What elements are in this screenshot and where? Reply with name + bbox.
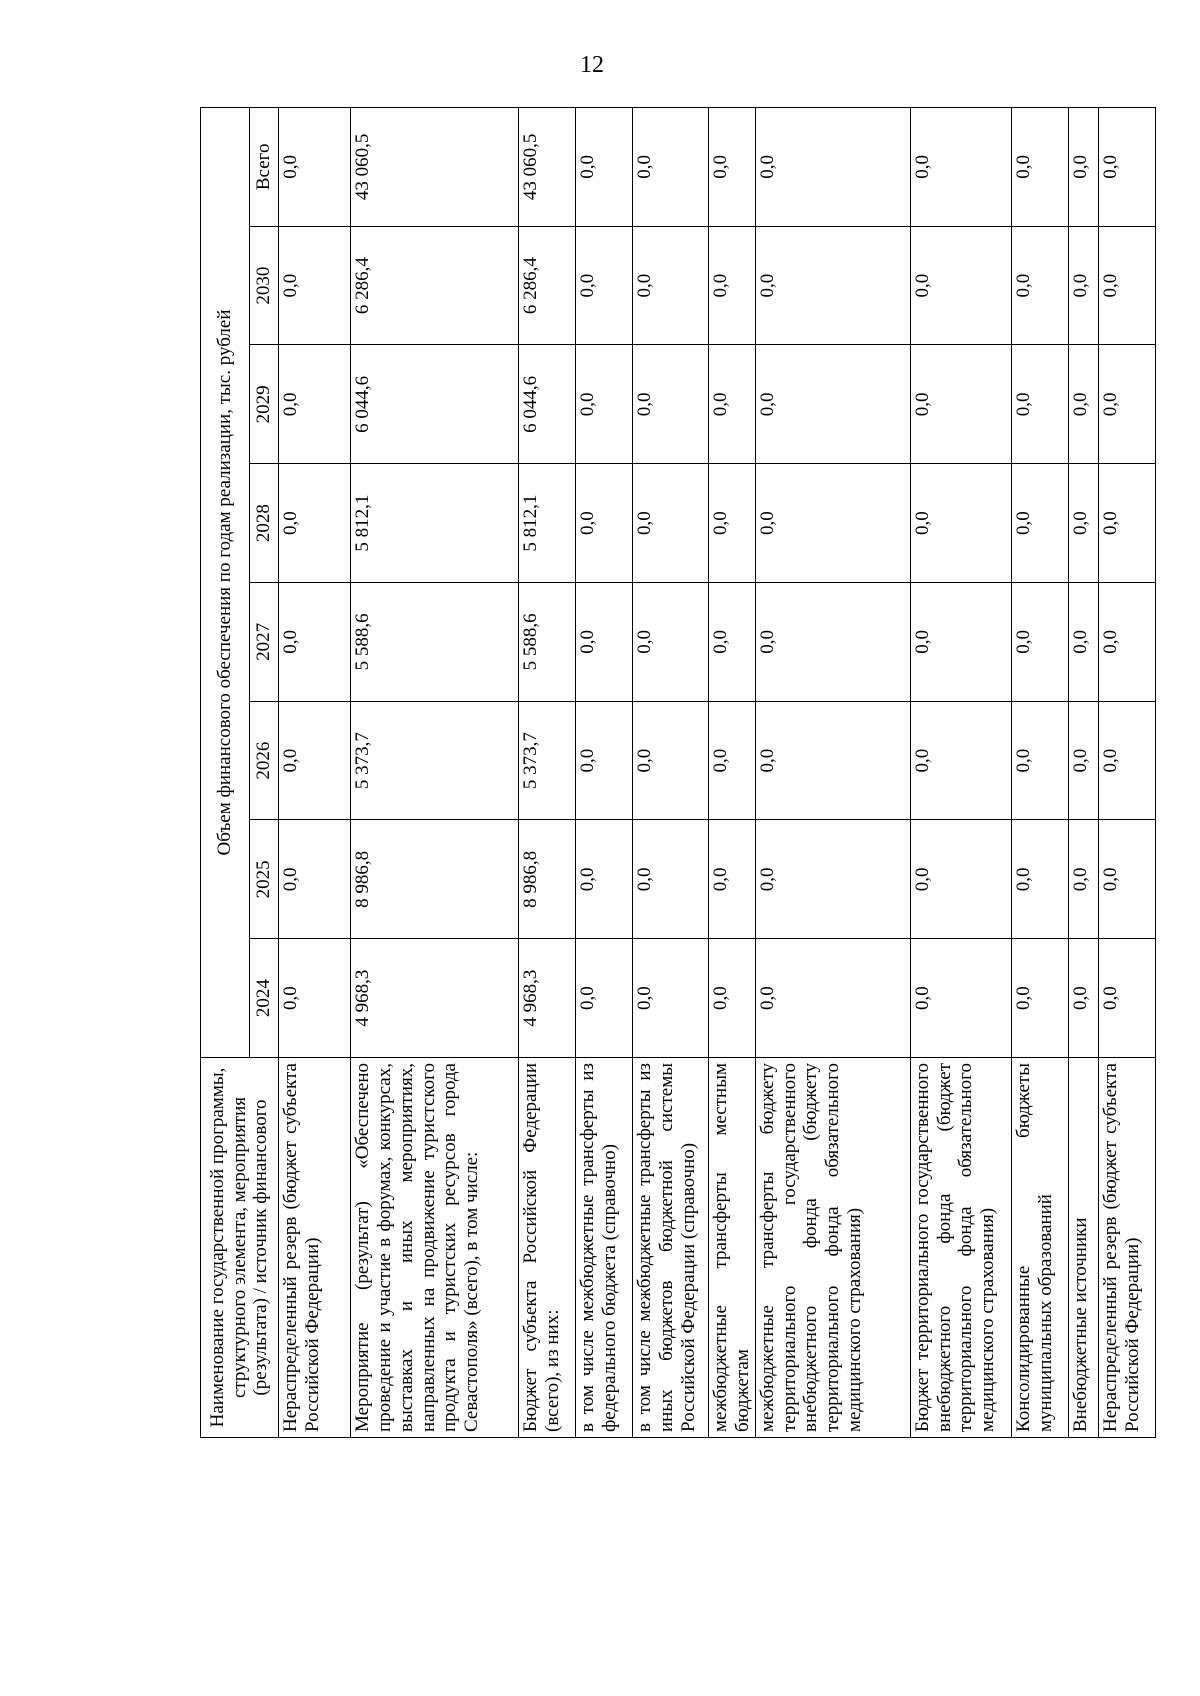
year-header: 2024 xyxy=(250,939,279,1058)
row-value: 4 968,3 xyxy=(351,939,519,1058)
row-value: 0,0 xyxy=(1068,939,1098,1058)
row-value: 0,0 xyxy=(279,820,351,939)
rotated-table-area xyxy=(200,108,1143,1438)
row-value: 8 986,8 xyxy=(351,820,519,939)
row-value: 0,0 xyxy=(1011,345,1068,464)
row-name: межбюджетные трансферты бюджету территориального государственного внебюджетного фонда (бюджету территориального фонда обязательного медицинского страхования) xyxy=(755,1058,910,1438)
row-value: 0,0 xyxy=(1098,345,1155,464)
row-value: 0,0 xyxy=(279,583,351,702)
row-value: 0,0 xyxy=(755,107,910,226)
year-header: 2029 xyxy=(250,345,279,464)
year-header: 2026 xyxy=(250,701,279,820)
page-number: 12 xyxy=(580,52,604,78)
row-value: 0,0 xyxy=(709,226,756,345)
row-value: 0,0 xyxy=(1011,464,1068,583)
row-value: 0,0 xyxy=(1011,820,1068,939)
header-row-1 xyxy=(201,107,250,1437)
row-value: 5 373,7 xyxy=(351,701,519,820)
row-name: Нераспределенный резерв (бюджет субъекта Российской Федерации) xyxy=(279,1058,351,1438)
row-value: 0,0 xyxy=(633,701,709,820)
table-row xyxy=(351,107,519,1437)
row-value: 0,0 xyxy=(576,583,633,702)
row-value: 0,0 xyxy=(1011,107,1068,226)
row-value: 0,0 xyxy=(755,701,910,820)
row-value: 0,0 xyxy=(576,226,633,345)
table-row xyxy=(519,107,576,1437)
row-value: 0,0 xyxy=(709,820,756,939)
row-value: 0,0 xyxy=(1098,583,1155,702)
year-header: 2028 xyxy=(250,464,279,583)
row-value: 0,0 xyxy=(633,464,709,583)
header-name-cell: Наименование государственной программы, структурного элемента, мероприятия (результата) / источник финансового xyxy=(201,1058,279,1438)
row-value: 0,0 xyxy=(576,107,633,226)
table-row xyxy=(1098,107,1155,1437)
row-value: 0,0 xyxy=(709,939,756,1058)
row-value: 0,0 xyxy=(910,107,1011,226)
row-value: 4 968,3 xyxy=(519,939,576,1058)
row-value: 0,0 xyxy=(755,820,910,939)
row-value: 0,0 xyxy=(279,939,351,1058)
row-value: 0,0 xyxy=(576,820,633,939)
row-value: 8 986,8 xyxy=(519,820,576,939)
row-value: 0,0 xyxy=(755,345,910,464)
row-value: 0,0 xyxy=(633,226,709,345)
row-value: 6 044,6 xyxy=(351,345,519,464)
row-value: 0,0 xyxy=(1011,226,1068,345)
row-value: 6 044,6 xyxy=(519,345,576,464)
row-value: 0,0 xyxy=(633,345,709,464)
row-value: 0,0 xyxy=(755,226,910,345)
row-value: 0,0 xyxy=(709,464,756,583)
row-value: 0,0 xyxy=(1098,464,1155,583)
row-name: Консолидированные бюджеты муниципальных образований xyxy=(1011,1058,1068,1438)
row-value: 0,0 xyxy=(1098,820,1155,939)
row-value: 0,0 xyxy=(1068,107,1098,226)
row-value: 6 286,4 xyxy=(351,226,519,345)
row-value: 6 286,4 xyxy=(519,226,576,345)
table-row xyxy=(1068,107,1098,1437)
row-value: 0,0 xyxy=(279,464,351,583)
row-value: 0,0 xyxy=(279,701,351,820)
row-value: 0,0 xyxy=(709,345,756,464)
row-value: 0,0 xyxy=(910,939,1011,1058)
row-value: 0,0 xyxy=(755,464,910,583)
row-value: 0,0 xyxy=(279,107,351,226)
row-name: Мероприятие (результат) «Обеспечено проведение и участие в форумах, конкурсах, выставках и иных мероприятиях, направленных на продвижение туристского продукта и туристских ресурсов города Севастополя» (всего), в том числе: xyxy=(351,1058,519,1438)
row-value: 0,0 xyxy=(1068,464,1098,583)
rotated-table-container xyxy=(200,108,1143,1438)
row-value: 43 060,5 xyxy=(351,107,519,226)
row-name: в том числе межбюджетные трансферты из иных бюджетов бюджетной системы Российской Федерации (справочно) xyxy=(633,1058,709,1438)
table-row xyxy=(755,107,910,1437)
row-value: 0,0 xyxy=(1068,701,1098,820)
row-name: межбюджетные трансферты местным бюджетам xyxy=(709,1058,756,1438)
row-value: 5 588,6 xyxy=(519,583,576,702)
row-name: Нераспределенный резерв (бюджет субъекта Российской Федерации) xyxy=(1098,1058,1155,1438)
row-value: 0,0 xyxy=(1068,820,1098,939)
row-value: 5 588,6 xyxy=(351,583,519,702)
row-value: 0,0 xyxy=(755,939,910,1058)
year-header: 2025 xyxy=(250,820,279,939)
table-row xyxy=(709,107,756,1437)
row-value: 0,0 xyxy=(633,583,709,702)
table-row xyxy=(633,107,709,1437)
row-value: 0,0 xyxy=(910,583,1011,702)
row-value: 0,0 xyxy=(1011,939,1068,1058)
table-row xyxy=(279,107,351,1437)
row-value: 0,0 xyxy=(1098,701,1155,820)
row-value: 0,0 xyxy=(1098,107,1155,226)
row-value: 0,0 xyxy=(1011,583,1068,702)
row-value: 0,0 xyxy=(709,583,756,702)
year-header: 2030 xyxy=(250,226,279,345)
row-value: 0,0 xyxy=(910,345,1011,464)
row-value: 0,0 xyxy=(1068,583,1098,702)
row-value: 0,0 xyxy=(755,583,910,702)
table-row xyxy=(1011,107,1068,1437)
row-value: 5 373,7 xyxy=(519,701,576,820)
year-header: Всего xyxy=(250,107,279,226)
row-value: 0,0 xyxy=(633,820,709,939)
row-value: 0,0 xyxy=(576,701,633,820)
financing-table xyxy=(200,107,1156,1438)
row-value: 0,0 xyxy=(1098,939,1155,1058)
row-value: 0,0 xyxy=(279,345,351,464)
row-value: 0,0 xyxy=(1098,226,1155,345)
row-value: 0,0 xyxy=(709,701,756,820)
table-row xyxy=(910,107,1011,1437)
table-row xyxy=(576,107,633,1437)
table-body xyxy=(279,107,1156,1437)
row-value: 0,0 xyxy=(633,107,709,226)
header-volume-cell: Объем финансового обеспечения по годам реализации, тыс. рублей xyxy=(201,107,250,1057)
row-value: 5 812,1 xyxy=(351,464,519,583)
year-header: 2027 xyxy=(250,583,279,702)
row-value: 0,0 xyxy=(576,939,633,1058)
row-value: 0,0 xyxy=(1068,226,1098,345)
row-value: 0,0 xyxy=(633,939,709,1058)
row-name: Бюджет территориального государственного внебюджетного фонда (бюджет территориального фонда обязательного медицинского страхования) xyxy=(910,1058,1011,1438)
row-value: 0,0 xyxy=(910,226,1011,345)
row-value: 0,0 xyxy=(279,226,351,345)
row-value: 0,0 xyxy=(910,464,1011,583)
row-name: в том числе межбюджетные трансферты из федерального бюджета (справочно) xyxy=(576,1058,633,1438)
row-value: 0,0 xyxy=(1011,701,1068,820)
row-value: 43 060,5 xyxy=(519,107,576,226)
row-value: 0,0 xyxy=(576,464,633,583)
row-name: Внебюджетные источники xyxy=(1068,1058,1098,1438)
row-value: 0,0 xyxy=(910,701,1011,820)
row-value: 5 812,1 xyxy=(519,464,576,583)
row-value: 0,0 xyxy=(576,345,633,464)
row-name: Бюджет субъекта Российской Федерации (всего), из них: xyxy=(519,1058,576,1438)
row-value: 0,0 xyxy=(1068,345,1098,464)
row-value: 0,0 xyxy=(709,107,756,226)
row-value: 0,0 xyxy=(910,820,1011,939)
